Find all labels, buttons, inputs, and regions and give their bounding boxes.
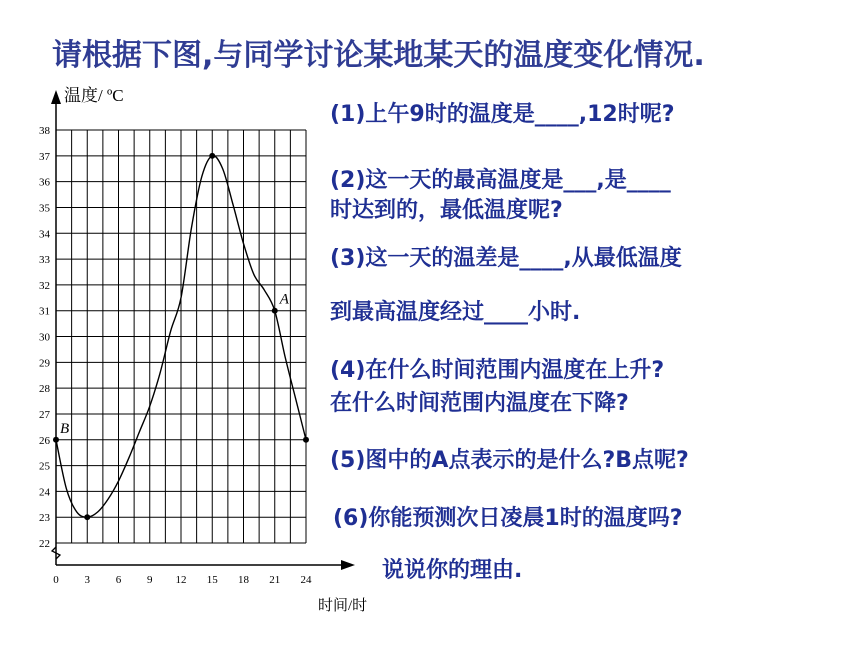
x-axis-label: 时间/时	[318, 598, 368, 614]
x-tick-label: 12	[175, 574, 187, 586]
y-tick-label: 28	[39, 383, 50, 396]
x-tick-label: 15	[206, 574, 218, 586]
question-2-line-2: 时达到的，最低温度呢?	[330, 198, 563, 223]
y-tick-label: 22	[39, 538, 50, 550]
x-tick-label: 3	[84, 574, 90, 586]
y-tick-label: 37	[39, 150, 50, 163]
question-5: (5)图中的A点表示的是什么?B点呢?	[330, 448, 689, 473]
y-tick-label: 27	[39, 408, 50, 421]
point-label-b: B	[60, 420, 70, 437]
data-point	[84, 514, 90, 520]
y-tick-label: 25	[39, 460, 50, 473]
x-tick-label: 18	[238, 574, 249, 586]
y-tick-label: 29	[39, 357, 50, 370]
data-point	[303, 437, 309, 443]
y-axis-label: 温度/ ºC	[64, 86, 124, 105]
x-tick-label: 0	[53, 574, 59, 586]
question-3-line-2: 到最高温度经过____小时.	[330, 300, 581, 325]
y-tick-label: 24	[39, 486, 50, 499]
page-title: 请根据下图,与同学讨论某地某天的温度变化情况.	[52, 38, 705, 73]
y-tick-label: 38	[39, 125, 50, 137]
y-tick-label: 34	[39, 228, 50, 241]
chart-axes	[51, 90, 355, 570]
question-6-followup: 说说你的理由.	[382, 558, 523, 583]
y-tick-label: 30	[39, 331, 50, 344]
data-point	[272, 308, 278, 314]
y-tick-label: 35	[39, 202, 50, 215]
x-tick-label: 6	[115, 574, 122, 586]
y-tick-label: 36	[39, 176, 50, 189]
x-tick-label: 9	[147, 574, 153, 586]
question-2-line-1: (2)这一天的最高温度是___,是____	[330, 168, 671, 193]
y-tick-label: 23	[39, 512, 50, 525]
x-tick-label: 24	[300, 574, 312, 586]
question-4-line-2: 在什么时间范围内温度在下降?	[330, 391, 629, 416]
x-tick-label: 21	[269, 574, 281, 586]
data-point	[53, 437, 59, 443]
question-3-line-1: (3)这一天的温差是____,从最低温度	[330, 246, 682, 271]
y-tick-label: 33	[39, 254, 50, 267]
x-axis-arrow	[341, 560, 355, 570]
point-label-a: A	[279, 291, 289, 308]
question-6: (6)你能预测次日凌晨1时的温度吗?	[333, 506, 683, 531]
y-tick-label: 32	[39, 279, 50, 292]
data-point	[209, 153, 215, 159]
chart-grid	[56, 130, 306, 543]
y-axis-arrow	[51, 90, 61, 104]
y-tick-label: 31	[39, 305, 50, 318]
question-1: (1)上午9时的温度是____,12时呢?	[330, 102, 675, 127]
y-tick-label: 26	[39, 434, 50, 447]
question-4-line-1: (4)在什么时间范围内温度在上升?	[330, 358, 665, 383]
